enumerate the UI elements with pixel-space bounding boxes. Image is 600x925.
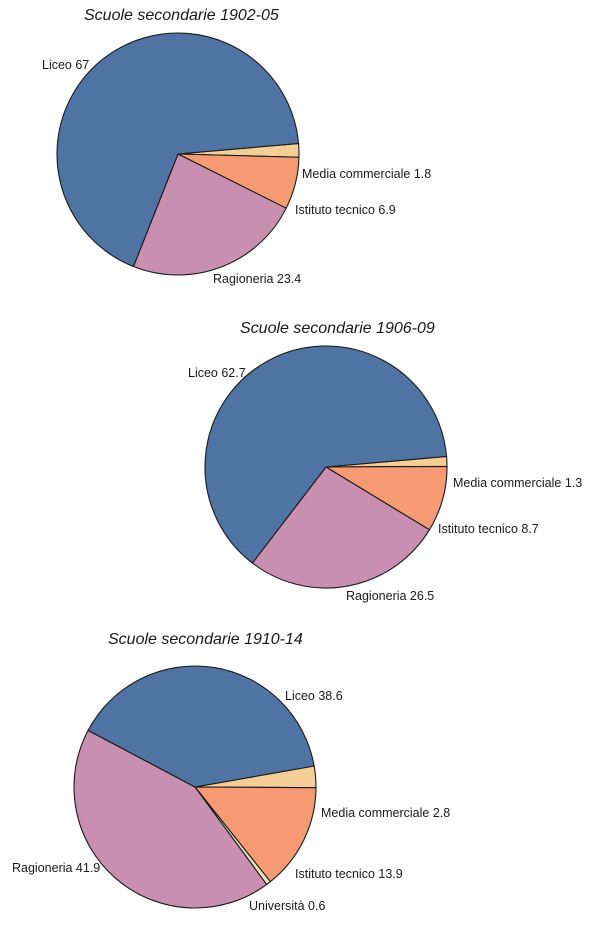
slice-label-media-commerciale: Media commerciale 1.8 bbox=[302, 167, 432, 181]
chart-title: Scuole secondarie 1902-05 bbox=[84, 7, 279, 24]
pie-chart-1902-05 bbox=[42, 7, 431, 286]
slice-label-istituto-tecnico: Istituto tecnico 13.9 bbox=[295, 867, 403, 881]
chart-title: Scuole secondarie 1910-14 bbox=[108, 631, 303, 648]
slice-label-universita: Università 0.6 bbox=[249, 899, 326, 913]
slice-label-liceo: Liceo 38.6 bbox=[285, 689, 343, 703]
pie-chart-1906-09 bbox=[188, 320, 582, 603]
slice-label-liceo: Liceo 62.7 bbox=[188, 366, 246, 380]
slice-label-liceo: Liceo 67 bbox=[42, 58, 90, 72]
slice-label-media-commerciale: Media commerciale 1.3 bbox=[453, 476, 583, 490]
pie-chart-1910-14 bbox=[12, 631, 450, 913]
slice-label-ragioneria: Ragioneria 41.9 bbox=[12, 861, 101, 875]
slice-label-ragioneria: Ragioneria 26.5 bbox=[346, 589, 435, 603]
slice-label-media-commerciale: Media commerciale 2.8 bbox=[321, 806, 451, 820]
slice-label-ragioneria: Ragioneria 23.4 bbox=[213, 272, 302, 286]
chart-title: Scuole secondarie 1906-09 bbox=[240, 320, 435, 337]
slice-label-istituto-tecnico: Istituto tecnico 8.7 bbox=[438, 522, 539, 536]
slice-label-istituto-tecnico: Istituto tecnico 6.9 bbox=[295, 203, 396, 217]
